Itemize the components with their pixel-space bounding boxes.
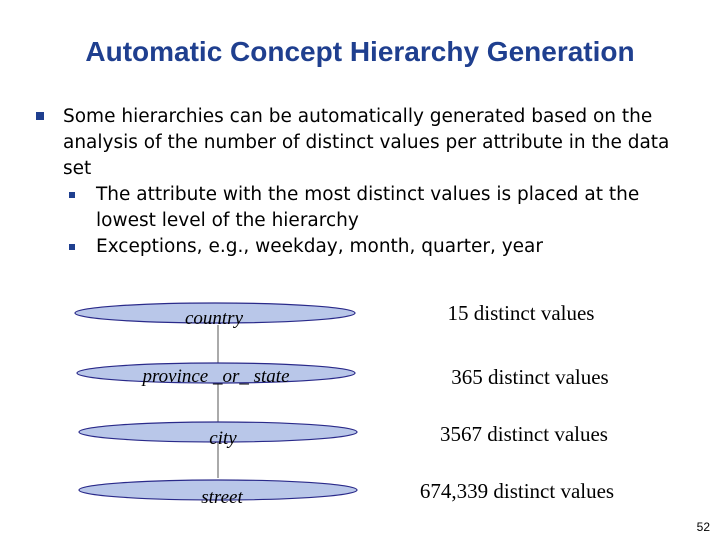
level-name-province: province _or_ state <box>142 366 290 387</box>
sub-bullet-1-text: The attribute with the most distinct values is placed at the lowest level of the hierarchy <box>96 184 640 231</box>
level-name-city: city <box>209 428 237 449</box>
level-count-province: 365 distinct values <box>451 365 609 389</box>
sub-bullet-2-text: Exceptions, e.g., weekday, month, quarter, year <box>96 236 543 257</box>
page-number: 52 <box>696 520 710 534</box>
bullet-main-text: Some hierarchies can be automatically generated based on the analysis of the number of distinct values per attribute in the data set <box>63 106 670 179</box>
level-count-street: 674,339 distinct values <box>419 479 615 503</box>
level-name-street: street <box>201 487 243 508</box>
level-name-country: country <box>184 308 244 329</box>
level-count-country: 15 distinct values <box>447 301 595 325</box>
slide-title: Automatic Concept Hierarchy Generation <box>85 36 635 67</box>
level-count-city: 3567 distinct values <box>440 422 608 446</box>
